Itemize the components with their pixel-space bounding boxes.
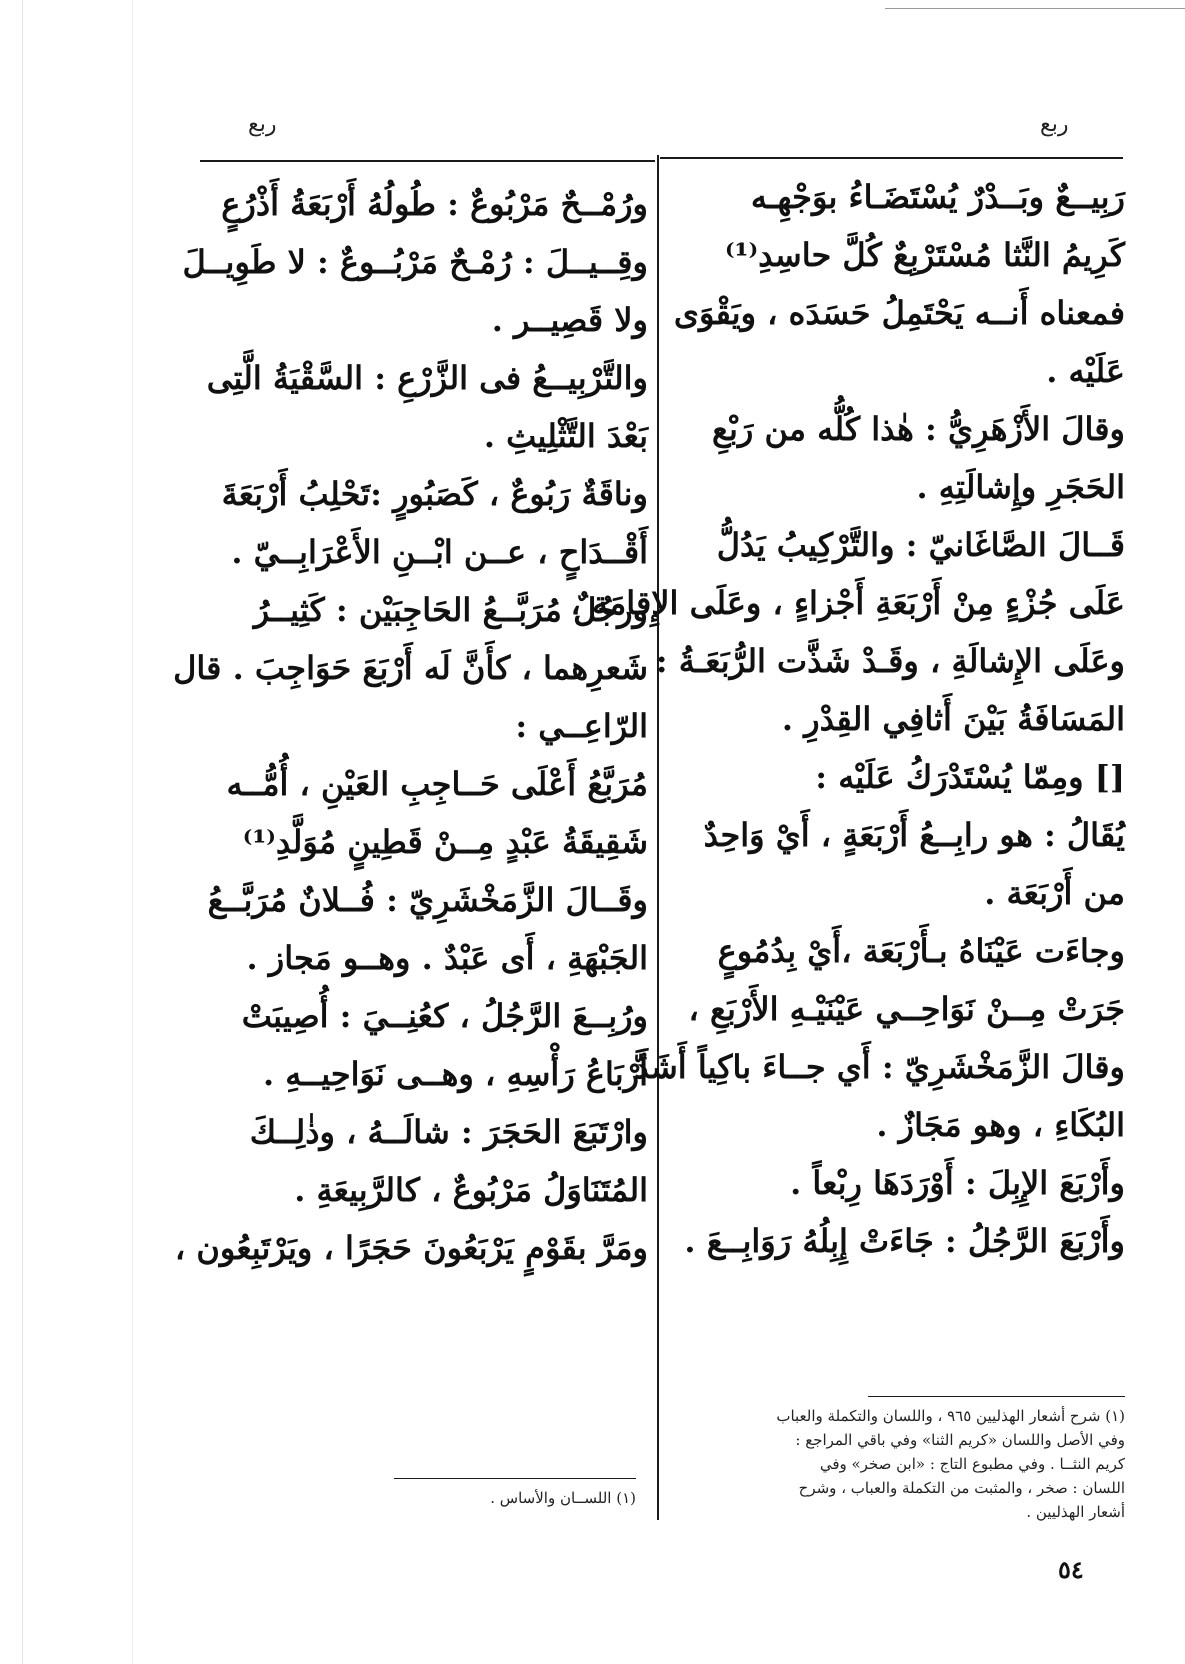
text-line: وعَلَى الإِشالَةِ ، وقَـدْ شَذَّت الرُّبَعَـةُ : — [655, 642, 1125, 680]
header-rule-left — [200, 160, 655, 162]
text-line: من أَرْبَعَة . — [984, 874, 1125, 912]
text-line: ورجُلٌ مُرَبَّــعُ الحَاجِبَيْن : كَثِيــرُ — [253, 591, 648, 629]
text-line: [] ومِمّا يُسْتَدْرَكُ عَلَيْه : — [815, 758, 1125, 796]
text-line: جَرَتْ مِــنْ نَوَاحِــي عَيْنَيْـهِ الأَرْبَعِ ، — [688, 990, 1125, 1028]
text-line: قَــالَ الصَّاغَانيّ : والتَّرْكِيبُ يَدُلُّ — [716, 526, 1125, 564]
text-line: المُتَنَاوَلُ مَرْبُوعٌ ، كالرَّبِيعَةِ . — [294, 1171, 648, 1209]
footnote-line: كريم النثــا . وفي مطبوع التاج : «ابن صخر» وفي — [819, 1455, 1125, 1473]
text-line: وأَرْبَعَ الإِبِلَ : أَوْرَدَهَا رِبْعاً . — [790, 1164, 1125, 1202]
text-line: فمعناه أَنــه يَحْتَمِلُ حَسَدَه ، ويَقْوَى — [673, 294, 1125, 332]
column-divider — [657, 155, 659, 1520]
footnote-line: وفي الأصل واللسان «كريم الثنا» وفي باقي المراجع : — [795, 1431, 1125, 1449]
text-line: كَرِيمُ النَّثا مُسْتَرْبِعٌ كُلَّ حاسِدِ⁽¹⁾ — [725, 236, 1125, 274]
left-column-text — [173, 175, 648, 1277]
footnote-left — [394, 1486, 636, 1510]
text-line: شَعرِهما ، كأَنَّ لَه أَرْبَعَ حَوَاجِبَ . قال — [173, 649, 648, 687]
footnote-rule-left — [394, 1478, 636, 1479]
text-line: وقَــالَ الزَّمَخْشَرِيّ : فُــلانٌ مُرَبَّــعُ — [207, 881, 648, 919]
scan-edge-line-faint — [132, 0, 133, 1664]
text-line: مُرَبَّعُ أَعْلَى حَــاجِبِ العَيْنِ ، أُمُّــه — [226, 765, 648, 803]
text-line: المَسَافَةُ بَيْنَ أَثافِي القِدْرِ . — [781, 700, 1125, 738]
text-line: أَرْبَاعُ رَأْسِهِ ، وهــى نَوَاحِيــهِ . — [263, 1055, 648, 1093]
scan-edge-line — [22, 0, 23, 1664]
text-line: شَقِيقَةُ عَبْدٍ مِــنْ قَطِينٍ مُوَلَّدِ⁽¹⁾ — [242, 823, 648, 861]
text-line: يُقَالُ : هو رابِــعُ أَرْبَعَةٍ ، أَيْ وَاحِدٌ — [703, 816, 1125, 854]
text-line: أَقْــدَاحٍ ، عــن ابْــنِ الأَعْرَابِــيّ . — [231, 533, 648, 571]
text-line: عَلَى جُزْءٍ مِنْ أَرْبَعَةِ أَجْزاءٍ ، وعَلَى الإِقامَةِ ، — [570, 584, 1125, 622]
footnote-line: أشعار الهذليين . — [1026, 1503, 1125, 1521]
text-line: وجاءَت عَيْنَاهُ بـأَرْبَعَة ،أَيْ بِدُمُوعٍ — [717, 932, 1125, 970]
text-line: وقِــيــلَ : رُمْـحٌ مَرْبُــوعٌ : لا طَوِيــلَ — [182, 243, 648, 281]
page-number: ٥٤ — [1058, 1555, 1084, 1584]
text-line: رَبِيــعٌ وبَــدْرٌ يُسْتَضَـاءُ بوَجْهِـه — [750, 178, 1125, 216]
text-line: ورُمْــحٌ مَرْبُوعٌ : طُولُهُ أَرْبَعَةُ أَذْرُعٍ — [221, 185, 648, 223]
text-line: الحَجَرِ وإِشالَتِهِ . — [916, 468, 1125, 506]
text-line: البُكَاءِ ، وهو مَجَازٌ . — [876, 1106, 1125, 1144]
text-line: الجَبْهَةِ ، أَى عَبْدٌ . وهــو مَجاز . — [246, 939, 648, 977]
header-rule-right — [660, 157, 1123, 159]
text-line: وارْتَبَعَ الحَجَرَ : شالَــهُ ، وذٰلِــكَ — [249, 1113, 648, 1151]
text-line: والتَّرْبِيــعُ فى الزَّرْعِ : السَّقْيَةُ الَّتِى — [206, 359, 648, 397]
text-line: وقالَ الزَّمَخْشَرِيّ : أَي جــاءَ باكِياً أَشَدَّ — [634, 1048, 1125, 1086]
running-header-left: ربع — [248, 112, 277, 137]
text-line: وأَرْبَعَ الرَّجُلُ : جَاءَتْ إِبِلُهُ رَوَابِــعَ . — [684, 1222, 1125, 1260]
scan-top-rule — [885, 8, 1185, 9]
text-line: ورُبِــعَ الرَّجُلُ ، كعُنِــيَ : أُصِيبَتْ — [241, 997, 648, 1035]
text-line: عَلَيْه . — [1046, 352, 1125, 390]
text-line: وقالَ الأَزْهَرِيُّ : هٰذا كُلُّه من رَبْعِ — [711, 410, 1125, 448]
text-line: ولا قَصِيــر . — [491, 301, 648, 339]
footnote-line: (١) شرح أشعار الهذليين ٩٦٥ ، واللسان والتكملة والعباب — [776, 1407, 1125, 1425]
footnote-line: اللسان : صخر ، والمثبت من التكملة والعباب ، وشرح — [798, 1479, 1125, 1497]
footnote-line: (١) اللســان والأساس . — [490, 1489, 636, 1507]
footnote-rule-right — [868, 1396, 1125, 1397]
running-header-right: ربع — [1040, 112, 1069, 137]
footnote-right — [678, 1404, 1125, 1524]
text-line: ومَرَّ بقَوْمٍ يَرْبَعُونَ حَجَرًا ، ويَرْتَبِعُون ، — [174, 1229, 648, 1267]
text-line: الرّاعِــي : — [515, 707, 648, 745]
text-line: بَعْدَ التَّثْلِيثِ . — [483, 417, 648, 455]
text-line: وناقَةٌ رَبُوعٌ ، كَصَبُورٍ :تَحْلِبُ أَرْبَعَةَ — [221, 475, 648, 513]
